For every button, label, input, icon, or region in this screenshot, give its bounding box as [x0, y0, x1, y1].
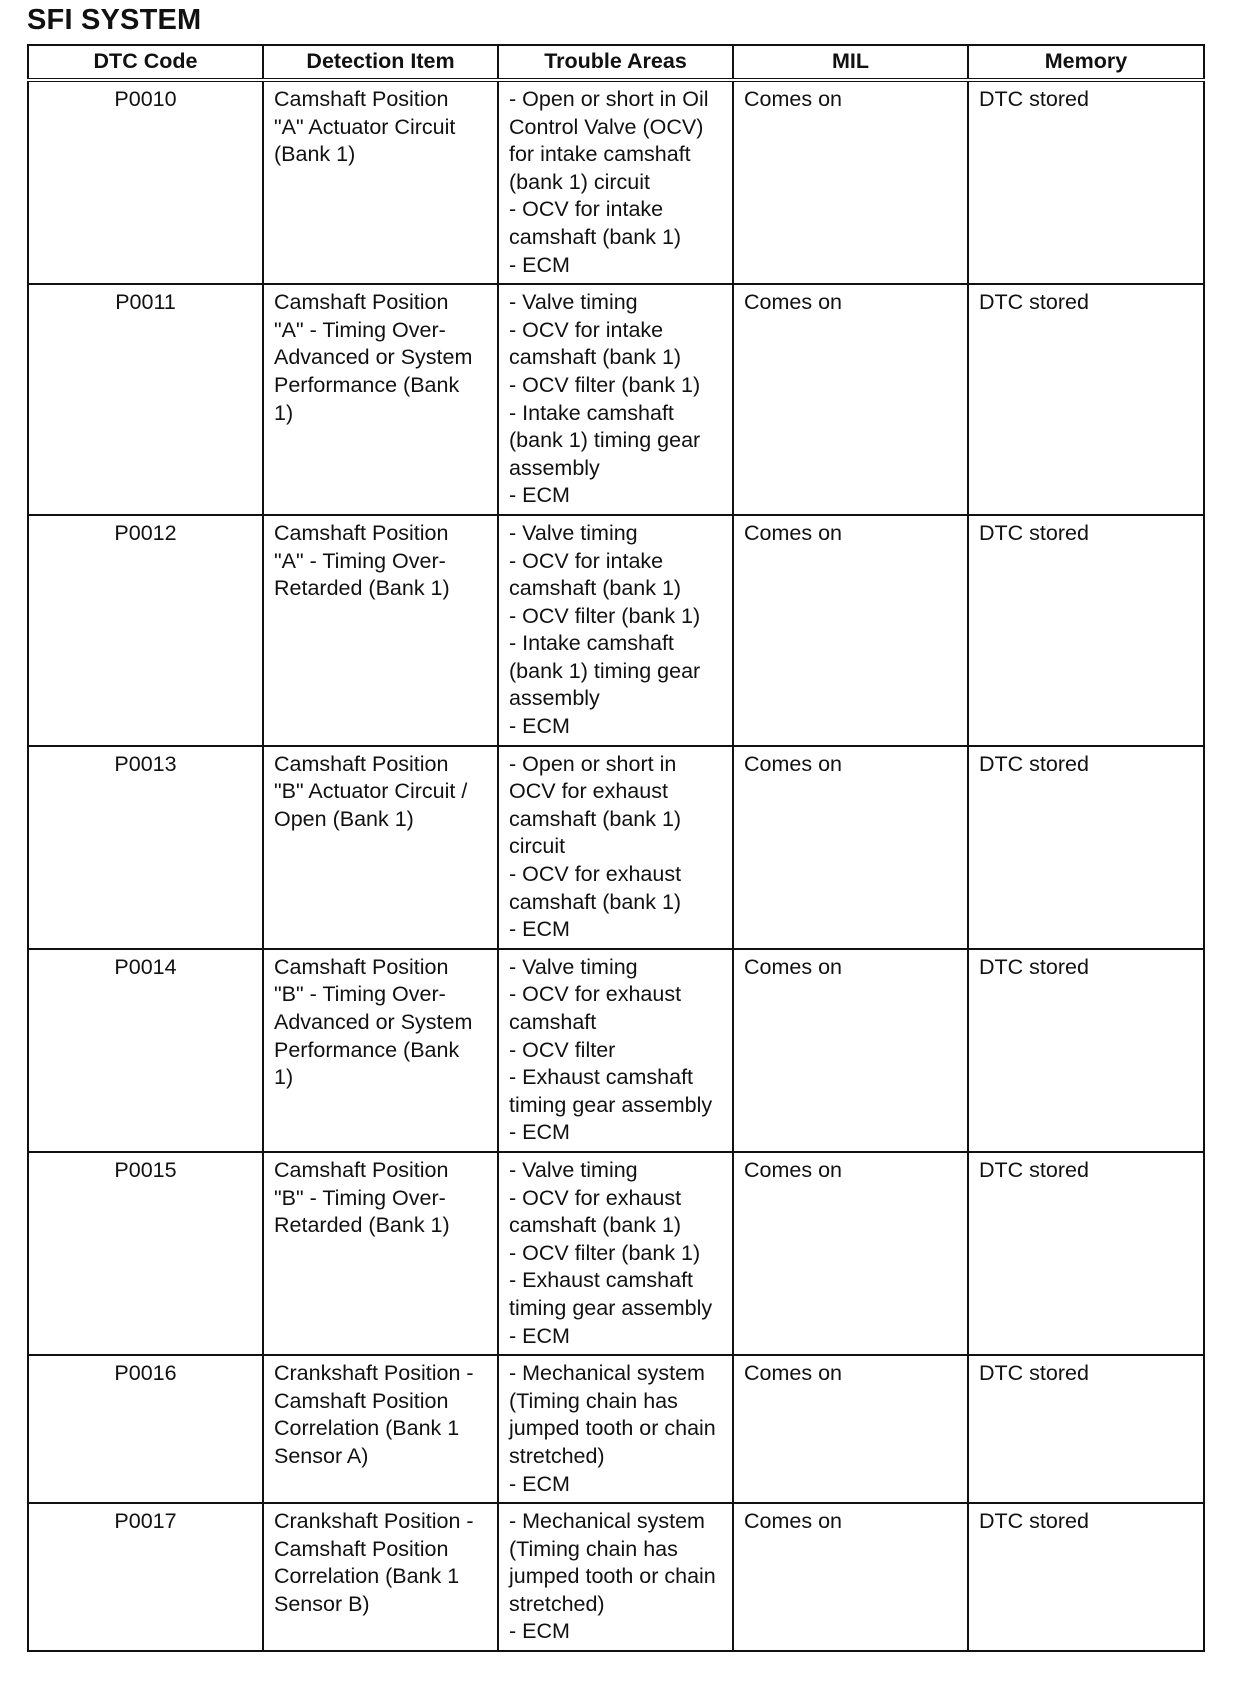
trouble-area-line: - ECM [509, 252, 570, 277]
detection-item-cell [263, 949, 498, 1152]
memory-cell: DTC stored [968, 1355, 1204, 1503]
dtc-code-cell: P0016 [28, 1355, 263, 1503]
detection-item-line: 1) [274, 1065, 294, 1090]
dtc-code-cell: P0017 [28, 1503, 263, 1651]
trouble-area-line: (bank 1) circuit [509, 169, 650, 194]
trouble-area-line: (Timing chain has [509, 1388, 678, 1413]
column-header-mil: MIL [733, 45, 968, 80]
trouble-area-line: - OCV for exhaust [509, 862, 682, 887]
table-row [28, 949, 1204, 1152]
mil-cell: Comes on [733, 1503, 968, 1651]
detection-item-line: "A" Actuator Circuit [274, 114, 456, 139]
trouble-area-line: OCV for exhaust [509, 779, 668, 804]
detection-item-line: Crankshaft Position - [274, 1509, 474, 1534]
trouble-area-line: - Exhaust camshaft [509, 1065, 694, 1090]
detection-item-line: "B" - Timing Over- [274, 1185, 446, 1210]
detection-item-line: Camshaft Position [274, 87, 449, 111]
trouble-area-line: - OCV filter (bank 1) [509, 372, 701, 397]
trouble-area-line: (bank 1) timing gear [509, 428, 701, 453]
trouble-area-line: circuit [509, 834, 566, 859]
detection-item-line: Camshaft Position [274, 954, 449, 979]
trouble-areas-cell [498, 1503, 733, 1651]
trouble-area-line: stretched) [509, 1591, 605, 1616]
column-header-dtc-code: DTC Code [28, 45, 263, 80]
column-header-trouble-areas: Trouble Areas [498, 45, 733, 80]
trouble-area-line: - Open or short in [509, 751, 677, 776]
table-row [28, 80, 1204, 284]
trouble-area-line: jumped tooth or chain [509, 1564, 716, 1589]
detection-item-line: Retarded (Bank 1) [274, 1213, 450, 1238]
detection-item-cell [263, 1503, 498, 1651]
trouble-area-line: - OCV for exhaust [509, 982, 682, 1007]
trouble-area-line: - OCV filter [509, 1037, 616, 1062]
trouble-areas-cell [498, 1355, 733, 1503]
trouble-area-line: stretched) [509, 1443, 605, 1468]
mil-cell: Comes on [733, 746, 968, 949]
trouble-area-line: assembly [509, 686, 600, 711]
dtc-code-cell: P0013 [28, 746, 263, 949]
trouble-area-line: for intake camshaft [509, 142, 691, 167]
mil-cell: Comes on [733, 515, 968, 746]
trouble-area-line: - Valve timing [509, 1157, 638, 1182]
trouble-area-line: - ECM [509, 483, 570, 508]
trouble-area-line: - ECM [509, 714, 570, 739]
table-row [28, 1503, 1204, 1651]
table-row [28, 284, 1204, 515]
trouble-area-line: - Exhaust camshaft [509, 1268, 694, 1293]
dtc-code-cell: P0012 [28, 515, 263, 746]
table-row [28, 515, 1204, 746]
trouble-areas-cell [498, 515, 733, 746]
mil-cell: Comes on [733, 1355, 968, 1503]
trouble-area-line: timing gear assembly [509, 1295, 713, 1320]
trouble-area-line: - Mechanical system [509, 1361, 705, 1386]
detection-item-cell [263, 1152, 498, 1355]
detection-item-line: Camshaft Position [274, 751, 449, 776]
detection-item-line: Advanced or System [274, 345, 473, 370]
dtc-code-cell: P0015 [28, 1152, 263, 1355]
table-header [28, 45, 1204, 80]
dtc-code-cell: P0011 [28, 284, 263, 515]
table-row [28, 1355, 1204, 1503]
trouble-area-line: - OCV for intake [509, 317, 664, 342]
detection-item-line: Open (Bank 1) [274, 806, 414, 831]
table-row [28, 1152, 1204, 1355]
detection-item-line: Camshaft Position [274, 1157, 449, 1182]
trouble-area-line: camshaft [509, 1010, 597, 1034]
trouble-area-line: - Open or short in Oil [509, 87, 709, 111]
trouble-areas-cell [498, 284, 733, 515]
trouble-area-line: timing gear assembly [509, 1092, 713, 1117]
detection-item-line: Correlation (Bank 1 [274, 1416, 460, 1441]
detection-item-cell [263, 746, 498, 949]
detection-item-cell [263, 284, 498, 515]
memory-cell: DTC stored [968, 1503, 1204, 1651]
dtc-code-cell: P0010 [28, 80, 263, 284]
trouble-area-line: - Valve timing [509, 290, 638, 315]
trouble-area-line: (bank 1) timing gear [509, 658, 701, 683]
detection-item-line: Crankshaft Position - [274, 1361, 474, 1386]
dtc-code-cell: P0014 [28, 949, 263, 1152]
trouble-area-line: camshaft (bank 1) [509, 806, 682, 831]
trouble-area-line: - ECM [509, 1471, 570, 1496]
detection-item-line: Retarded (Bank 1) [274, 576, 450, 601]
memory-cell: DTC stored [968, 1152, 1204, 1355]
detection-item-line: 1) [274, 400, 294, 425]
detection-item-cell [263, 1355, 498, 1503]
mil-cell: Comes on [733, 949, 968, 1152]
trouble-area-line: - ECM [509, 1323, 570, 1348]
table-body [28, 80, 1204, 1651]
detection-item-cell [263, 515, 498, 746]
detection-item-line: "B" - Timing Over- [274, 982, 446, 1007]
trouble-area-line: - Intake camshaft [509, 400, 674, 425]
trouble-area-line: - OCV for exhaust [509, 1185, 682, 1210]
table-row [28, 746, 1204, 949]
detection-item-line: Camshaft Position [274, 290, 449, 315]
detection-item-line: "B" Actuator Circuit / [274, 779, 468, 804]
trouble-area-line: - ECM [509, 917, 570, 942]
detection-item-line: Correlation (Bank 1 [274, 1564, 460, 1589]
trouble-area-line: camshaft (bank 1) [509, 1213, 682, 1238]
trouble-area-line: - OCV for intake [509, 197, 664, 222]
trouble-areas-cell [498, 80, 733, 284]
detection-item-line: Performance (Bank [274, 1037, 460, 1062]
detection-item-cell [263, 80, 498, 284]
trouble-area-line: - ECM [509, 1120, 570, 1145]
detection-item-line: "A" - Timing Over- [274, 548, 446, 573]
trouble-area-line: - Valve timing [509, 520, 638, 545]
trouble-area-line: - OCV filter (bank 1) [509, 1240, 701, 1265]
trouble-areas-cell [498, 746, 733, 949]
mil-cell: Comes on [733, 80, 968, 284]
trouble-area-line: camshaft (bank 1) [509, 224, 682, 249]
header-row [28, 45, 1204, 80]
detection-item-line: Camshaft Position [274, 1388, 449, 1413]
mil-cell: Comes on [733, 1152, 968, 1355]
column-header-detection-item: Detection Item [263, 45, 498, 80]
trouble-area-line: Control Valve (OCV) [509, 114, 704, 139]
memory-cell: DTC stored [968, 746, 1204, 949]
detection-item-line: Performance (Bank [274, 372, 460, 397]
detection-item-line: Sensor A) [274, 1443, 369, 1468]
trouble-area-line: - Valve timing [509, 954, 638, 979]
trouble-area-line: camshaft (bank 1) [509, 576, 682, 601]
dtc-table [27, 44, 1205, 1652]
detection-item-line: (Bank 1) [274, 142, 356, 167]
trouble-area-line: - OCV filter (bank 1) [509, 603, 701, 628]
trouble-area-line: jumped tooth or chain [509, 1416, 716, 1441]
memory-cell: DTC stored [968, 949, 1204, 1152]
trouble-area-line: - Mechanical system [509, 1509, 705, 1534]
trouble-area-line: - OCV for intake [509, 548, 664, 573]
trouble-area-line: assembly [509, 455, 600, 480]
page-title: SFI SYSTEM [27, 4, 202, 36]
mil-cell: Comes on [733, 284, 968, 515]
memory-cell: DTC stored [968, 515, 1204, 746]
trouble-area-line: (Timing chain has [509, 1536, 678, 1561]
detection-item-line: "A" - Timing Over- [274, 317, 446, 342]
trouble-area-line: camshaft (bank 1) [509, 345, 682, 370]
trouble-area-line: - Intake camshaft [509, 631, 674, 656]
trouble-area-line: camshaft (bank 1) [509, 889, 682, 914]
column-header-memory: Memory [968, 45, 1204, 80]
trouble-areas-cell [498, 1152, 733, 1355]
trouble-area-line: - ECM [509, 1619, 570, 1644]
memory-cell: DTC stored [968, 80, 1204, 284]
trouble-areas-cell [498, 949, 733, 1152]
detection-item-line: Camshaft Position [274, 1536, 449, 1561]
memory-cell: DTC stored [968, 284, 1204, 515]
detection-item-line: Sensor B) [274, 1591, 370, 1616]
detection-item-line: Camshaft Position [274, 520, 449, 545]
detection-item-line: Advanced or System [274, 1010, 473, 1034]
